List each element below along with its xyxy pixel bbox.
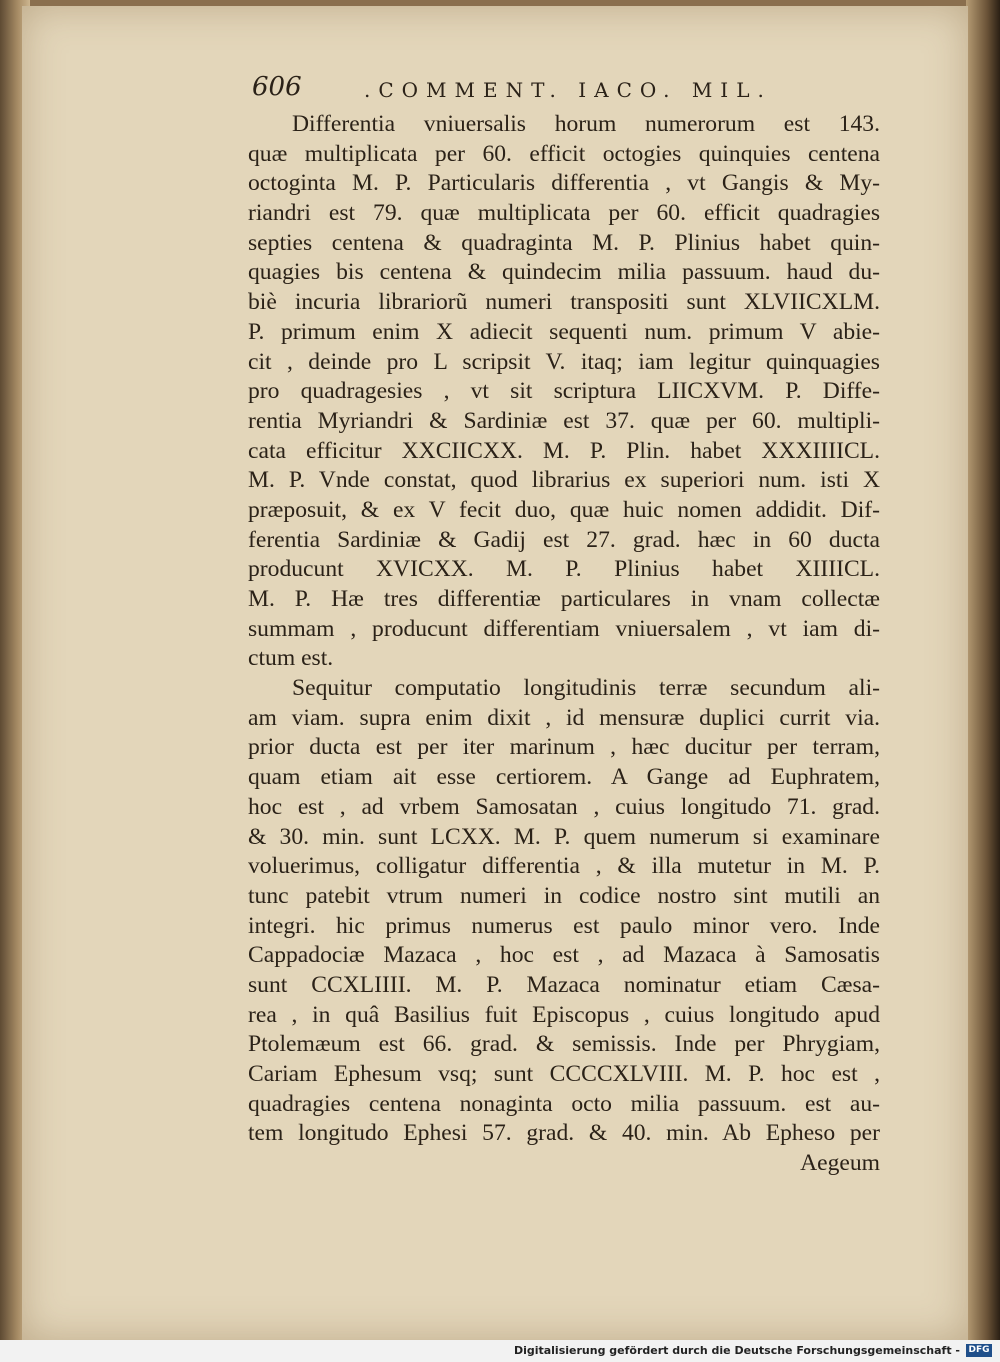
text-line: & 30. min. sunt LCXX. M. P. quem numerum si examinare (248, 823, 880, 850)
text-line: integri. hic primus numerus est paulo minor vero. Inde (248, 912, 880, 939)
text-line: hoc est , ad vrbem Samosatan , cuius longitudo 71. grad. (248, 793, 880, 820)
text-line: Differentia vniuersalis horum numerorum est 143. (292, 111, 880, 137)
text-line: quagies bis centena & quindecim milia passuum. haud du- (248, 259, 880, 286)
text-line: ctum est. (248, 645, 334, 672)
page-header (252, 72, 792, 106)
text-line: M. P. Vnde constat, quod librarius ex superiori num. isti X (248, 467, 880, 494)
text-line: tunc patebit vtrum numeri in codice nostro sint mutili an (248, 882, 880, 909)
page-number: 606 (252, 72, 302, 102)
text-line: summam , producunt differentiam vniuersalem , vt iam di- (248, 615, 880, 642)
text-line: cit , deinde pro L scripsit V. itaq; iam legitur quinquagies (248, 348, 880, 375)
footer-bar (0, 1340, 1000, 1362)
text-line: octoginta M. P. Particularis differentia , vt Gangis & My- (248, 170, 880, 197)
text-line: Aegeum (800, 1150, 880, 1177)
text-line: præposuit, & ex V fecit duo, quæ huic nomen addidit. Dif- (248, 496, 880, 523)
text-line: septies centena & quadraginta M. P. Plinius habet quin- (248, 229, 880, 256)
text-line: M. P. Hæ tres differentiæ particulares in vnam collectæ (248, 586, 880, 612)
text-line: voluerimus, colligatur differentia , & illa mutetur in M. P. (248, 853, 880, 880)
right-page-edge (966, 0, 1000, 1340)
body-text (248, 110, 880, 1179)
running-head: .COMMENT. IACO. MIL. (364, 78, 772, 102)
text-line: quam etiam ait esse certiorem. A Gange ad Euphratem, (248, 764, 880, 791)
text-line: ferentia Sardiniæ & Gadij est 27. grad. hæc in 60 ducta (248, 526, 880, 553)
text-line: pro quadragesies , vt sit scriptura LIICXVM. P. Diffe- (248, 378, 880, 405)
text-line: am viam. supra enim dixit , id mensuræ duplici currit via. (248, 704, 880, 731)
text-line: quadragies centena nonaginta octo milia passuum. est au- (248, 1090, 880, 1117)
text-line: P. primum enim X adiecit sequenti num. primum V abie- (248, 318, 880, 345)
text-line: producunt XVICXX. M. P. Plinius habet XIIIICL. (248, 556, 880, 583)
text-line: cata efficitur XXCIICXX. M. P. Plin. habet XXXIIIICL. (248, 437, 880, 464)
text-line: quæ multiplicata per 60. efficit octogies quinquies centena (248, 140, 880, 167)
text-line: rentia Myriandri & Sardiniæ est 37. quæ per 60. multipli- (248, 407, 880, 434)
text-line: tem longitudo Ephesi 57. grad. & 40. min. Ab Epheso per (248, 1120, 880, 1147)
text-line: riandri est 79. quæ multiplicata per 60. efficit quadragies (248, 200, 880, 227)
text-line: Sequitur computatio longitudinis terræ secundum ali- (292, 675, 880, 702)
digitization-credit: Digitalisierung gefördert durch die Deutsche Forschungsgemeinschaft - (513, 1344, 960, 1357)
text-line: Cariam Ephesum vsq; sunt CCCCXLVIII. M. P. hoc est , (248, 1061, 880, 1087)
dfg-logo: DFG (966, 1344, 992, 1357)
text-line: sunt CCXLIIII. M. P. Mazaca nominatur etiam Cæsa- (248, 971, 880, 998)
text-line: prior ducta est per iter marinum , hæc ducitur per terram, (248, 734, 880, 761)
text-line: rea , in quâ Basilius fuit Episcopus , cuius longitudo apud (248, 1001, 880, 1028)
text-line: Cappadociæ Mazaca , hoc est , ad Mazaca à Samosatis (248, 942, 880, 969)
text-line: biè incuria librariorũ numeri transpositi sunt XLVIICXLM. (248, 289, 880, 316)
text-line: Ptolemæum est 66. grad. & semissis. Inde per Phrygiam, (248, 1031, 880, 1058)
